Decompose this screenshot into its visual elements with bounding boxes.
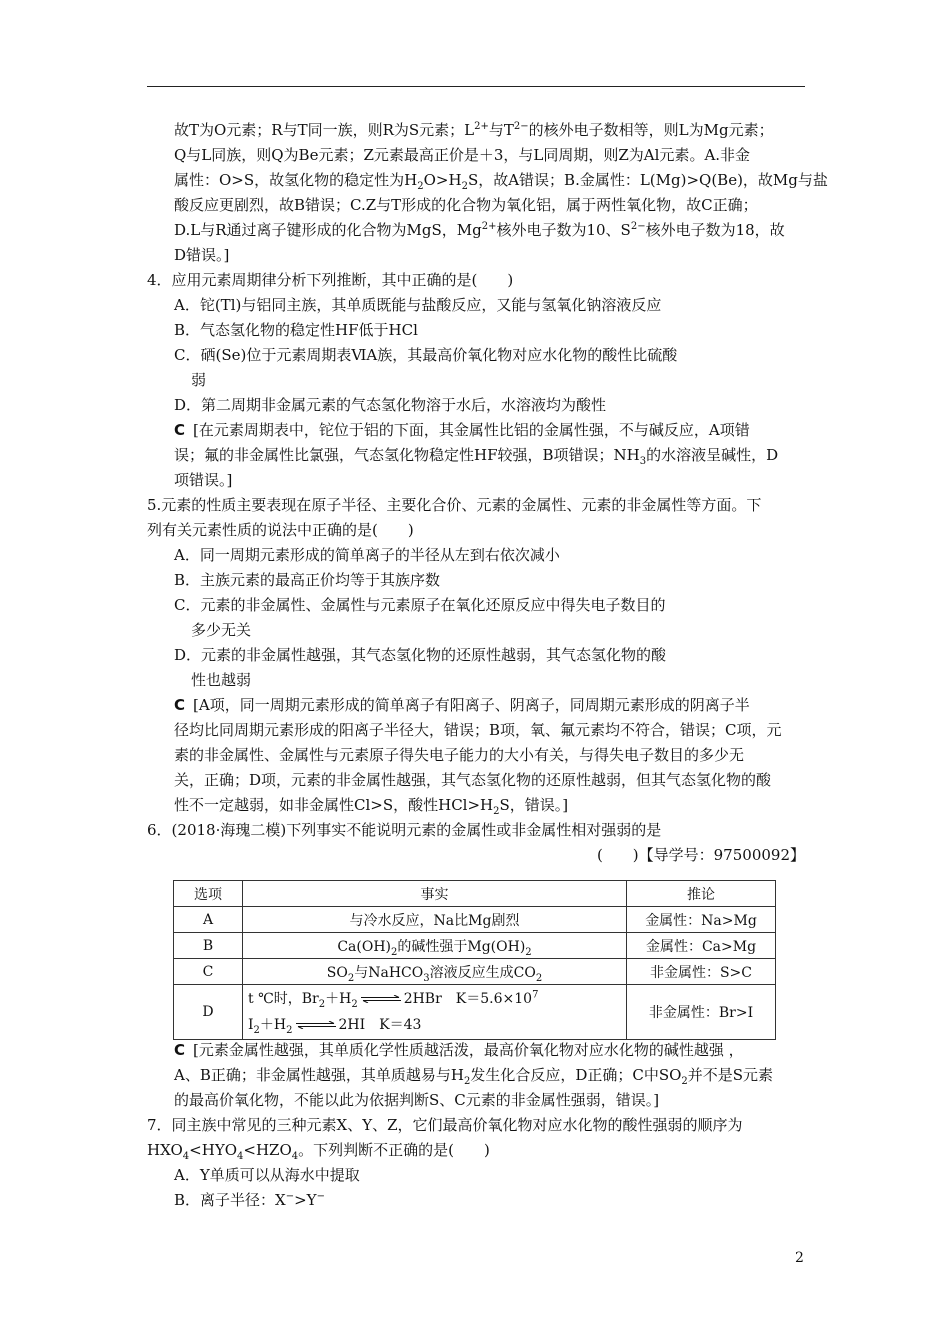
q4-explanation-2: 误；氟的非金属性比氯强，气态氢化物稳定性HF较强，B项错误；$NH_3$的水溶液呈碱性，D [174,446,779,467]
q6-answer: C [174,1041,186,1059]
header-conclusion: 推论 [627,881,776,907]
q5-option-b: B．主族元素的最高正价均等于其族序数 [174,571,441,589]
continuation-line-3: 属性：O>S，故氢化物的稳定性为$H_2O>H_2S$，故A错误；B.金属性：L(Mg)>Q(Be)，故Mg与盐 [174,171,828,192]
q6-table [173,880,776,1040]
table-row: C $SO_2$与NaHCO$_3$溶液反应生成$CO_2$ 非金属性：S>C [174,959,776,985]
equilibrium-arrow-icon [295,1021,337,1029]
q5-option-c: C．元素的非金属性、金属性与元素原子在氧化还原反应中得失电子数目的 [174,596,666,614]
q5-explanation-1: C [A项，同一周期元素形成的简单离子有阳离子、阴离子，同周期元素形成的阴离子半 [174,696,750,714]
page-number: 2 [795,1250,804,1266]
equilibrium-arrow-icon [360,995,402,1003]
header-rule [147,86,805,87]
table-row: B $Ca(OH)_2$的碱性强于$Mg(OH)_2$ 金属性：Ca>Mg [174,933,776,959]
q4-explanation-1: C [在元素周期表中，铊位于铝的下面，其金属性比铝的金属性强，不与碱反应，A项错 [174,421,750,439]
q7-option-a: A．Y单质可以从海水中提取 [174,1166,360,1184]
q5-answer: C [174,696,186,714]
table-row: D t ℃时，$Br_2+H_2$ 2HBr $K=5.6\times 10^7$ $I_2+H_2$ 2HI K＝43 非金属性：Br>I [174,985,776,1040]
continuation-line-2: Q与L同族，则Q为Be元素；Z元素最高正价是＋3，与L同周期，则Z为Al元素。A.非金 [174,146,751,164]
continuation-line-5: D.L与R通过离子键形成的化合物为MgS，$Mg^{2+}$核外电子数为10、$S^{2-}$核外电子数为18，故 [174,221,785,239]
q7-stem-1: 7．同主族中常见的三种元素X、Y、Z，它们最高价氧化物对应水化物的酸性强弱的顺序为 [147,1116,743,1134]
q7-stem-2: $HXO_4<HYO_4<HZO_4$。下列判断不正确的是( ) [147,1141,490,1162]
q5-stem-2: 列有关元素性质的说法中正确的是( ) [147,521,414,539]
q5-option-d: D．元素的非金属性越强，其气态氢化物的还原性越弱，其气态氢化物的酸 [174,646,667,664]
q6-explanation-2: A、B正确；非金属性越强，其单质越易与$H_2$发生化合反应，D正确；C中$SO_2$并不是S元素 [174,1066,774,1087]
q4-option-b: B．气态氢化物的稳定性HF低于HCl [174,321,418,339]
table-header-row [174,881,776,907]
equilibrium-equation-1: t ℃时，$Br_2+H_2$ 2HBr $K=5.6\times 10^7$ [248,989,539,1010]
continuation-line-1: 故T为O元素；R与T同一族，则R为S元素；$L^{2+}$与$T^{2-}$的核外电子数相等，则L为Mg元素； [174,121,774,139]
q4-stem: 4．应用元素周期律分析下列推断，其中正确的是( ) [147,271,514,289]
q4-explanation-3: 项错误。] [174,471,233,489]
q5-option-a: A．同一周期元素形成的简单离子的半径从左到右依次减小 [174,546,560,564]
header-option: 选项 [174,881,243,907]
q4-option-c-cont: 弱 [191,371,207,389]
q5-explanation-5: 性不一定越弱，如非金属性Cl>S，酸性$HCl>H_2S$，错误。] [174,796,569,817]
q5-explanation-4: 关，正确；D项，元素的非金属性越强，其气态氢化物的还原性越弱，但其气态氢化物的酸 [174,771,772,789]
equilibrium-equation-2: $I_2+H_2$ 2HI K＝43 [248,1017,422,1036]
continuation-line-6: D错误。] [174,246,230,264]
q4-option-d: D．第二周期非金属元素的气态氢化物溶于水后，水溶液均为酸性 [174,396,607,414]
q5-option-c-cont: 多少无关 [191,621,252,639]
page-body-continued [147,1038,815,1213]
q6-explanation-3: 的最高价氧化物，不能以此为依据判断S、C元素的非金属性强弱，错误。] [174,1091,660,1109]
q6-explanation-1: C [元素金属性越强，其单质化学性质越活泼，最高价氧化物对应水化物的碱性越强 ， [174,1041,744,1059]
page-body [147,118,828,868]
q7-option-b: B．离子半径：X−>Y− [174,1191,325,1209]
q5-explanation-2: 径均比同周期元素形成的阳离子半径大，错误；B项，氧、氟元素均不符合，错误；C项，元 [174,721,782,739]
q5-option-d-cont: 性也越弱 [191,671,252,689]
q5-stem-1: 5.元素的性质主要表现在原子半径、主要化合价、元素的金属性、元素的非金属性等方面。下 [147,496,762,514]
header-fact: 事实 [243,881,627,907]
q5-explanation-3: 素的非金属性、金属性与元素原子得失电子能力的大小有关，与得失电子数目的多少无 [174,746,745,764]
q4-option-a: A．铊(Tl)与铝同主族，其单质既能与盐酸反应，又能与氢氧化钠溶液反应 [174,296,662,314]
table-row: A 与冷水反应，Na比Mg剧烈 金属性：Na>Mg [174,907,776,933]
continuation-line-4: 酸反应更剧烈，故B错误；C.Z与T形成的化合物为氧化铝，属于两性氧化物，故C正确； [174,196,758,214]
q6-stem: 6．(2018·海瑰二模)下列事实不能说明元素的金属性或非金属性相对强弱的是 [147,821,662,839]
q6-tag: ( )【导学号：97500092】 [596,846,805,864]
q4-option-c: C．硒(Se)位于元素周期表ⅥA族，其最高价氧化物对应水化物的酸性比硫酸 [174,346,678,364]
q4-answer: C [174,421,186,439]
